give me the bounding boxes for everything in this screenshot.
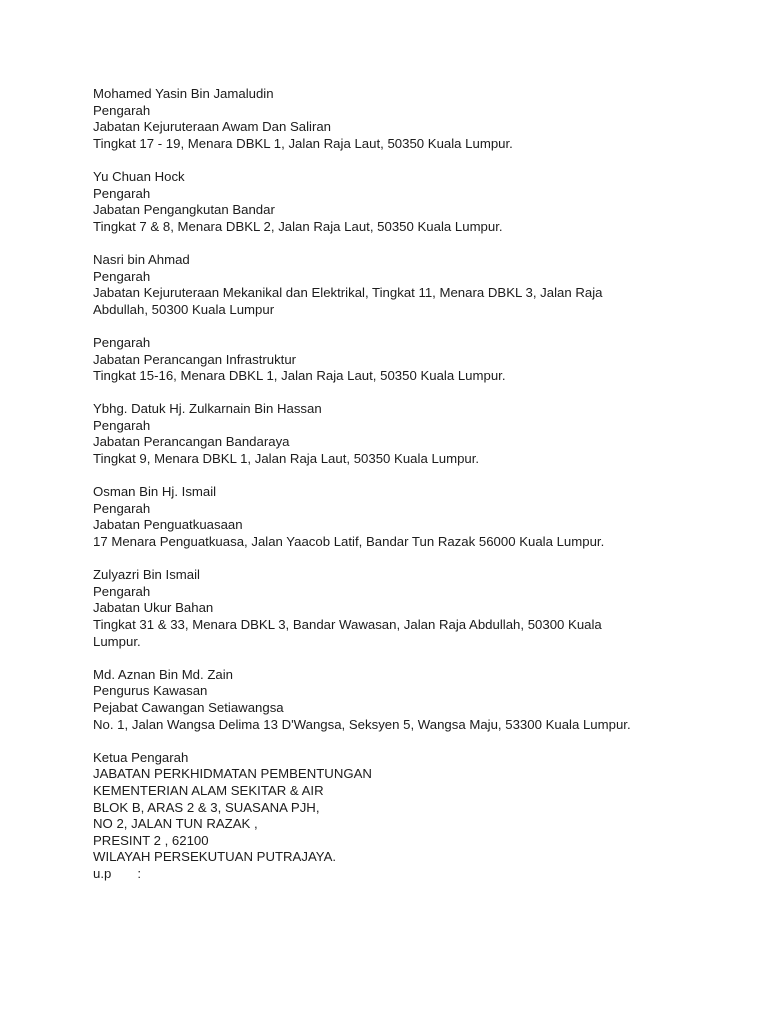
final-line-building: BLOK B, ARAS 2 & 3, SUASANA PJH,	[93, 799, 320, 815]
contact-name: Zulyazri Bin Ismail	[93, 567, 200, 583]
contact-entry-3	[93, 252, 693, 318]
contact-address-continued: Lumpur.	[93, 633, 141, 649]
contact-address: No. 1, Jalan Wangsa Delima 13 D'Wangsa, Seksyen 5, Wangsa Maju, 53300 Kuala Lumpur.	[93, 716, 631, 732]
contact-entry-4	[93, 335, 693, 385]
contact-entry-8	[93, 667, 693, 733]
final-address-block	[93, 750, 693, 883]
contact-title: Pengarah	[93, 500, 151, 516]
final-line-precinct: PRESINT 2 , 62100	[93, 832, 209, 848]
contact-address: Tingkat 7 & 8, Menara DBKL 2, Jalan Raja Laut, 50350 Kuala Lumpur.	[93, 218, 503, 234]
final-line-department: JABATAN PERKHIDMATAN PEMBENTUNGAN	[93, 766, 372, 782]
contact-title: Pengurus Kawasan	[93, 683, 208, 699]
attention-line	[93, 866, 693, 883]
contact-department: Jabatan Perancangan Infrastruktur	[93, 351, 297, 367]
contact-entry-2	[93, 169, 693, 235]
contact-entry-6	[93, 484, 693, 550]
contact-department: Pejabat Cawangan Setiawangsa	[93, 699, 284, 715]
final-line-street: NO 2, JALAN TUN RAZAK ,	[93, 816, 258, 832]
contact-name: Md. Aznan Bin Md. Zain	[93, 666, 234, 682]
contact-address: Tingkat 17 - 19, Menara DBKL 1, Jalan Raja Laut, 50350 Kuala Lumpur.	[93, 135, 513, 151]
contact-name: Nasri bin Ahmad	[93, 251, 190, 267]
contact-title: Pengarah	[93, 334, 151, 350]
final-line-territory: WILAYAH PERSEKUTUAN PUTRAJAYA.	[93, 849, 337, 865]
contact-title: Pengarah	[93, 185, 151, 201]
contact-name: Ybhg. Datuk Hj. Zulkarnain Bin Hassan	[93, 401, 322, 417]
contact-title: Pengarah	[93, 417, 151, 433]
contact-address: Tingkat 15-16, Menara DBKL 1, Jalan Raja Laut, 50350 Kuala Lumpur.	[93, 368, 506, 384]
document-page	[93, 86, 693, 899]
contact-entry-7	[93, 567, 693, 650]
contact-name: Osman Bin Hj. Ismail	[93, 484, 217, 500]
contact-name: Yu Chuan Hock	[93, 168, 185, 184]
final-title: Ketua Pengarah	[93, 749, 189, 765]
contact-department-address: Jabatan Kejuruteraan Mekanikal dan Elektrikal, Tingkat 11, Menara DBKL 3, Jalan Raja	[93, 285, 603, 301]
attention-separator: :	[137, 865, 142, 881]
contact-department: Jabatan Pengangkutan Bandar	[93, 202, 275, 218]
contact-department: Jabatan Perancangan Bandaraya	[93, 434, 290, 450]
contact-department: Jabatan Kejuruteraan Awam Dan Saliran	[93, 119, 332, 135]
contact-department: Jabatan Ukur Bahan	[93, 600, 214, 616]
contact-department-address-continued: Abdullah, 50300 Kuala Lumpur	[93, 301, 275, 317]
contact-title: Pengarah	[93, 268, 151, 284]
contact-title: Pengarah	[93, 583, 151, 599]
contact-address: Tingkat 9, Menara DBKL 1, Jalan Raja Laut, 50350 Kuala Lumpur.	[93, 451, 480, 467]
attention-label: u.p	[93, 865, 112, 881]
contact-address: 17 Menara Penguatkuasa, Jalan Yaacob Latif, Bandar Tun Razak 56000 Kuala Lumpur.	[93, 534, 605, 550]
final-line-ministry: KEMENTERIAN ALAM SEKITAR & AIR	[93, 782, 324, 798]
contact-department: Jabatan Penguatkuasaan	[93, 517, 243, 533]
contact-entry-1	[93, 86, 693, 152]
contact-address: Tingkat 31 & 33, Menara DBKL 3, Bandar Wawasan, Jalan Raja Abdullah, 50300 Kuala	[93, 617, 602, 632]
contact-entry-5	[93, 401, 693, 467]
contact-title: Pengarah	[93, 102, 151, 118]
contact-name: Mohamed Yasin Bin Jamaludin	[93, 86, 274, 101]
